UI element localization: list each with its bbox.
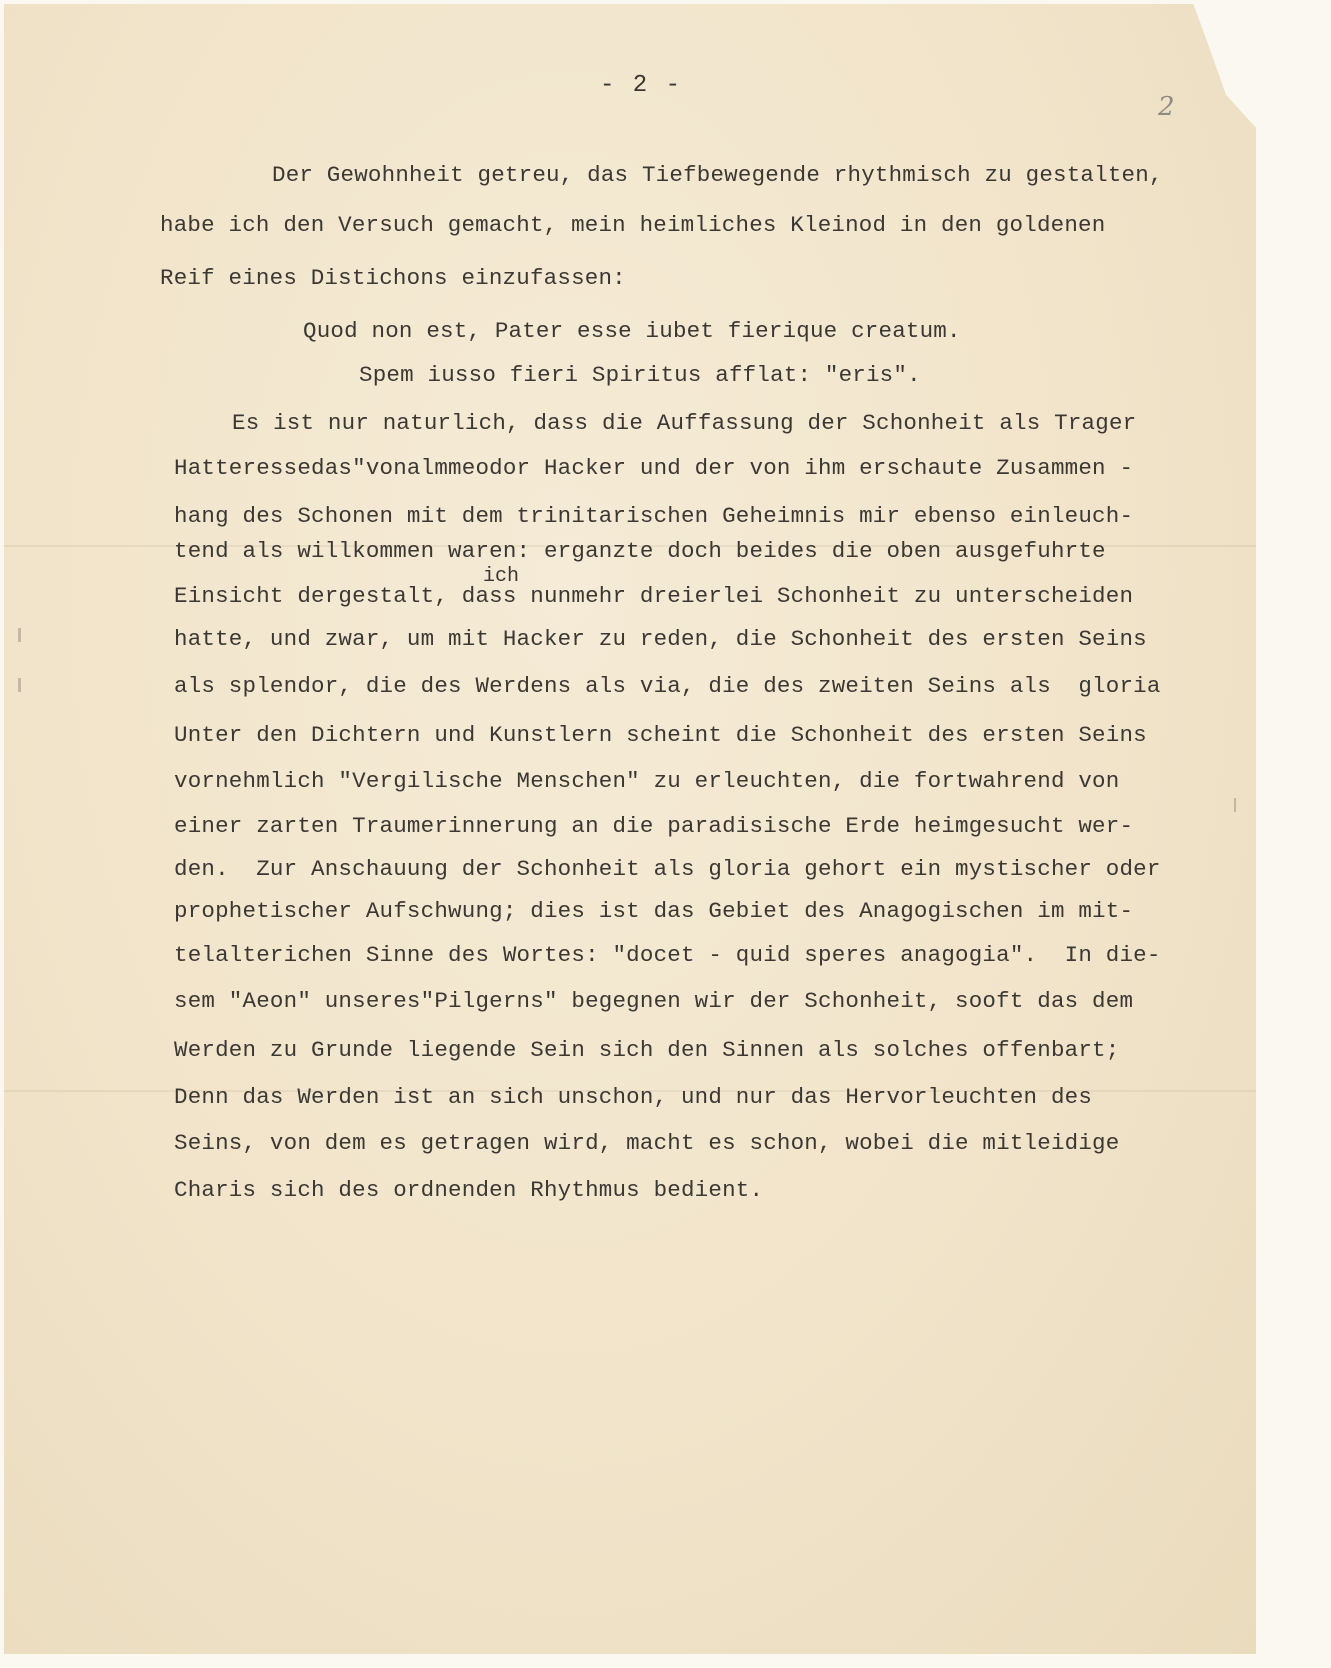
paragraph-2-line-7: als splendor, die des Werdens als via, die des zweiten Seins als gloria xyxy=(174,673,1161,699)
paragraph-2-line-5: Einsicht dergestalt, dass nunmehr dreierlei Schonheit zu unterscheiden xyxy=(174,583,1134,609)
paragraph-2-line-9: vornehmlich "Vergilische Menschen" zu erleuchten, die fortwahrend von xyxy=(174,768,1120,794)
paragraph-1-line-2: habe ich den Versuch gemacht, mein heimliches Kleinod in den goldenen xyxy=(160,212,1106,238)
paragraph-2-line-8: Unter den Dichtern und Kunstlern scheint die Schonheit des ersten Seins xyxy=(174,722,1147,748)
paragraph-2-line-16: Denn das Werden ist an sich unschon, und nur das Hervorleuchten des xyxy=(174,1084,1093,1110)
paragraph-2-line-6: hatte, und zwar, um mit Hacker zu reden, die Schonheit des ersten Seins xyxy=(174,626,1147,652)
paragraph-2-line-12: prophetischer Aufschwung; dies ist das Gebiet des Anagogischen im mit- xyxy=(174,898,1134,924)
paragraph-2-line-11: den. Zur Anschauung der Schonheit als gloria gehort ein mystischer oder xyxy=(174,856,1161,882)
margin-mark xyxy=(18,628,21,642)
paragraph-2-line-4: tend als willkommen waren: erganzte doch beides die oben ausgefuhrte xyxy=(174,538,1106,564)
paragraph-1-line-1: Der Gewohnheit getreu, das Tiefbewegende rhythmisch zu gestalten, xyxy=(272,162,1163,188)
paragraph-2-line-2: Hatteressedas"vonalmmeodor Hacker und der von ihm erschaute Zusammen - xyxy=(174,455,1134,481)
paragraph-2-line-17: Seins, von dem es getragen wird, macht es schon, wobei die mitleidige xyxy=(174,1130,1120,1156)
handwritten-folio-number: 2 xyxy=(1158,92,1175,122)
paragraph-2-line-13: telalterichen Sinne des Wortes: "docet - quid speres anagogia". In die- xyxy=(174,942,1161,968)
paragraph-2-line-10: einer zarten Traumerinnerung an die paradisische Erde heimgesucht wer- xyxy=(174,813,1134,839)
margin-mark xyxy=(1234,798,1236,812)
paragraph-2-line-15: Werden zu Grunde liegende Sein sich den Sinnen als solches offenbart; xyxy=(174,1037,1120,1063)
paragraph-2-line-3: hang des Schonen mit dem trinitarischen Geheimnis mir ebenso einleuch- xyxy=(174,503,1134,529)
distichon-line-2: Spem iusso fieri Spiritus afflat: "eris". xyxy=(359,362,921,388)
distichon-line-1: Quod non est, Pater esse iubet fierique creatum. xyxy=(303,318,961,344)
margin-mark xyxy=(18,678,21,692)
paragraph-2-line-14: sem "Aeon" unseres"Pilgerns" begegnen wir der Schonheit, sooft das dem xyxy=(174,988,1134,1014)
paragraph-2-line-18: Charis sich des ordnenden Rhythmus bedient. xyxy=(174,1177,764,1203)
page-number: - 2 - xyxy=(600,72,683,99)
interlinear-insertion: ich xyxy=(483,565,520,588)
paragraph-1-line-3: Reif eines Distichons einzufassen: xyxy=(160,265,626,291)
paragraph-2-line-1: Es ist nur naturlich, dass die Auffassung der Schonheit als Trager xyxy=(232,410,1137,436)
